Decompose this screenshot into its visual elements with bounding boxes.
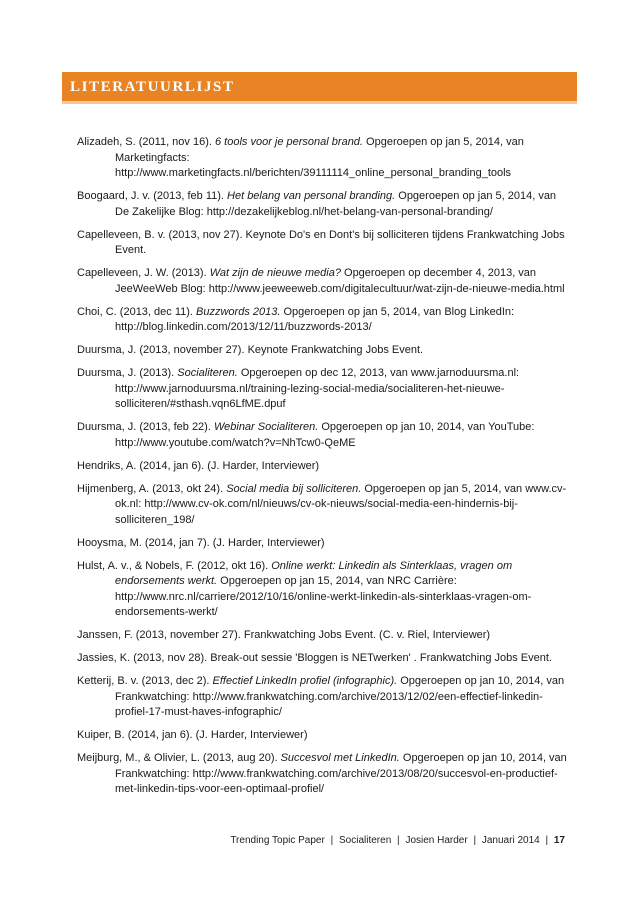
footer-separator: | — [397, 835, 400, 846]
reference-title: Online werkt: Linkedin als Sinterklaas, vragen om endorsements werkt. — [115, 559, 513, 587]
page-number: 17 — [553, 835, 565, 846]
reference-text: Duursma, J. (2013). — [77, 367, 178, 379]
reference-title: Webinar Socialiteren. — [213, 421, 319, 433]
reference-source: Opgeroepen op dec 12, 2013, van www.jarnoduursma.nl: http://www.jarnoduursma.nl/training-lezing-social-media/socialiteren-het-nieuwe-solliciteren/#sthash.vqn6LfME.dpuf — [115, 367, 520, 410]
reference-entry — [77, 343, 567, 359]
reference-source: Opgeroepen op jan 5, 2014, van www.cv-ok.nl: http://www.cv-ok.com/nl/nieuws/cv-ok-nieuws/social-media-een-hindernis-bij-solliciteren_198/ — [115, 482, 567, 526]
reference-source: Opgeroepen op jan 10, 2014, van Frankwatching: http://www.frankwatching.com/archive/2013/12/02/een-effectief-linkedin-profiel-17-must-haves-infographic/ — [115, 675, 565, 718]
reference-text: Boogaard, J. v. (2013, feb 11). — [77, 190, 228, 202]
footer-subject: Socialiteren — [339, 835, 392, 846]
reference-title: Effectief LinkedIn profiel (infographic). — [212, 675, 398, 687]
footer-separator: | — [545, 835, 549, 846]
reference-title: 6 tools voor je personal brand. — [215, 136, 363, 148]
reference-text: Kuiper, B. (2014, jan 6). (J. Harder, Interviewer) — [77, 729, 308, 741]
reference-text: Meijburg, M., & Olivier, L. (2013, aug 20). — [77, 752, 281, 764]
reference-entry — [77, 228, 567, 259]
reference-title: Het belang van personal branding. — [227, 190, 396, 202]
reference-source: Opgeroepen op jan 5, 2014, van Blog LinkedIn: http://blog.linkedin.com/2013/12/11/buzzwords-2013/ — [115, 305, 515, 333]
footer-author: Josien Harder — [405, 835, 468, 846]
reference-entry — [77, 135, 567, 182]
reference-entry — [77, 459, 567, 475]
reference-source: Opgeroepen op jan 5, 2014, van De Zakelijke Blog: http://dezakelijkeblog.nl/het-belang-van-personal-branding/ — [115, 190, 557, 218]
reference-source: Opgeroepen op jan 10, 2014, van Frankwatching: http://www.frankwatching.com/archive/2013/08/20/succesvol-en-productief-met-linkedin-tips-voor-een-optimaal-profiel/ — [115, 752, 567, 795]
reference-text: Duursma, J. (2013, feb 22). — [77, 421, 214, 433]
reference-text: Hooysma, M. (2014, jan 7). (J. Harder, Interviewer) — [77, 536, 325, 549]
reference-text: Hijmenberg, A. (2013, okt 24). — [77, 482, 227, 495]
footer-date: Januari 2014 — [481, 835, 540, 846]
reference-entry — [77, 628, 567, 644]
reference-source: Opgeroepen op jan 5, 2014, van Marketingfacts: http://www.marketingfacts.nl/berichten/39111114_online_personal_branding_tools — [115, 136, 524, 179]
page-footer — [230, 835, 565, 846]
reference-text: Capelleveen, B. v. (2013, nov 27). Keynote Do's en Dont's bij solliciteren tijdens Frankwatching Jobs Event. — [77, 228, 565, 256]
footer-separator: | — [330, 835, 334, 846]
reference-text: Alizadeh, S. (2011, nov 16). — [77, 136, 215, 148]
reference-text: Janssen, F. (2013, november 27). Frankwatching Jobs Event. (C. v. Riel, Interviewer) — [77, 629, 491, 641]
reference-title: Buzzwords 2013. — [196, 305, 281, 318]
reference-entry — [77, 366, 567, 413]
reference-title: Social media bij solliciteren. — [226, 482, 362, 495]
reference-entry — [77, 674, 567, 721]
reference-text: Choi, C. (2013, dec 11). — [77, 305, 197, 318]
footer-separator: | — [473, 835, 477, 846]
reference-list — [77, 135, 567, 805]
reference-text: Hulst, A. v., & Nobels, F. (2012, okt 16). — [77, 559, 272, 572]
reference-text: Ketterij, B. v. (2013, dec 2). — [77, 675, 213, 687]
reference-entry — [77, 189, 567, 220]
reference-text: Jassies, K. (2013, nov 28). Break-out sessie 'Bloggen is NETwerken' . Frankwatching Jobs Event. — [77, 652, 552, 664]
reference-source: Opgeroepen op jan 15, 2014, van NRC Carrière: http://www.nrc.nl/carriere/2012/10/16/online-werkt-linkedin-als-sinterklaas-vragen-om-endorsements-werkt/ — [115, 575, 532, 618]
reference-source: Opgeroepen op december 4, 2013, van JeeWeeWeb Blog: http://www.jeeweeweb.com/digitalecultuur/wat-zijn-de-nieuwe-media.html — [115, 267, 565, 295]
reference-entry — [77, 728, 567, 744]
section-heading-bar — [62, 72, 577, 104]
reference-entry — [77, 536, 567, 552]
section-heading: LITERATUURLIJST — [70, 79, 235, 95]
reference-entry — [77, 482, 567, 529]
reference-title: Wat zijn de nieuwe media? — [209, 267, 341, 279]
reference-entry — [77, 751, 567, 798]
reference-text: Duursma, J. (2013, november 27). Keynote Frankwatching Jobs Event. — [77, 344, 424, 356]
reference-entry — [77, 420, 567, 451]
reference-title: Succesvol met LinkedIn. — [280, 752, 400, 764]
reference-entry — [77, 559, 567, 621]
reference-source: Opgeroepen op jan 10, 2014, van YouTube: http://www.youtube.com/watch?v=NhTcw0-QeME — [115, 421, 535, 449]
reference-title: Socialiteren. — [177, 367, 238, 379]
reference-entry — [77, 266, 567, 297]
reference-text: Capelleveen, J. W. (2013). — [77, 267, 210, 279]
reference-text: Hendriks, A. (2014, jan 6). (J. Harder, Interviewer) — [77, 459, 320, 472]
reference-entry — [77, 651, 567, 667]
reference-entry — [77, 305, 567, 336]
footer-document-title: Trending Topic Paper — [230, 835, 325, 846]
